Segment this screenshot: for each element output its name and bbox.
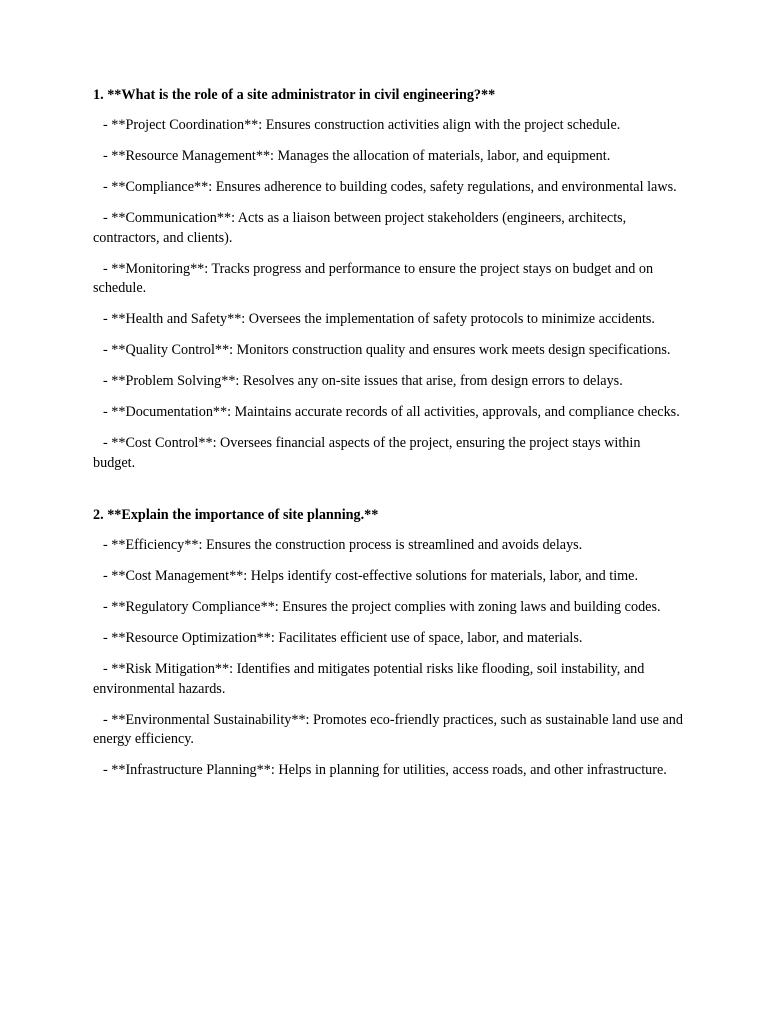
answer-item: - **Infrastructure Planning**: Helps in planning for utilities, access roads, and other infrastructure. <box>103 762 667 778</box>
answer-item: - **Compliance**: Ensures adherence to building codes, safety regulations, and environmental laws. <box>103 179 677 195</box>
answer-item: - **Environmental Sustainability**: Promotes eco-friendly practices, such as sustainable land use and energy efficiency. <box>93 711 683 747</box>
answer-item: - **Problem Solving**: Resolves any on-site issues that arise, from design errors to delays. <box>103 373 623 389</box>
answer-item: - **Communication**: Acts as a liaison between project stakeholders (engineers, architects, contractors, and clients). <box>93 210 627 246</box>
answer-item: - **Project Coordination**: Ensures construction activities align with the project schedule. <box>103 117 621 133</box>
answer-item: - **Cost Management**: Helps identify cost-effective solutions for materials, labor, and time. <box>103 568 639 584</box>
answer-item: - **Quality Control**: Monitors construction quality and ensures work meets design specifications. <box>103 342 671 358</box>
answer-item: - **Risk Mitigation**: Identifies and mitigates potential risks like flooding, soil instability, and environmental hazards. <box>93 661 645 697</box>
answer-item: - **Documentation**: Maintains accurate records of all activities, approvals, and compliance checks. <box>103 404 680 420</box>
document-page <box>93 85 683 781</box>
question-section-1 <box>93 85 683 473</box>
answer-item: - **Regulatory Compliance**: Ensures the project complies with zoning laws and building codes. <box>103 599 661 615</box>
question-heading: 1. **What is the role of a site administrator in civil engineering?** <box>93 87 496 103</box>
question-section-2 <box>93 505 683 781</box>
answer-item: - **Health and Safety**: Oversees the implementation of safety protocols to minimize accidents. <box>103 311 655 327</box>
question-heading: 2. **Explain the importance of site planning.** <box>93 507 379 523</box>
answer-item: - **Cost Control**: Oversees financial aspects of the project, ensuring the project stays within budget. <box>93 435 641 471</box>
answer-item: - **Monitoring**: Tracks progress and performance to ensure the project stays on budget and on schedule. <box>93 260 654 296</box>
answer-item: - **Resource Management**: Manages the allocation of materials, labor, and equipment. <box>103 148 611 164</box>
answer-item: - **Resource Optimization**: Facilitates efficient use of space, labor, and materials. <box>103 630 583 646</box>
answer-item: - **Efficiency**: Ensures the construction process is streamlined and avoids delays. <box>103 537 583 553</box>
